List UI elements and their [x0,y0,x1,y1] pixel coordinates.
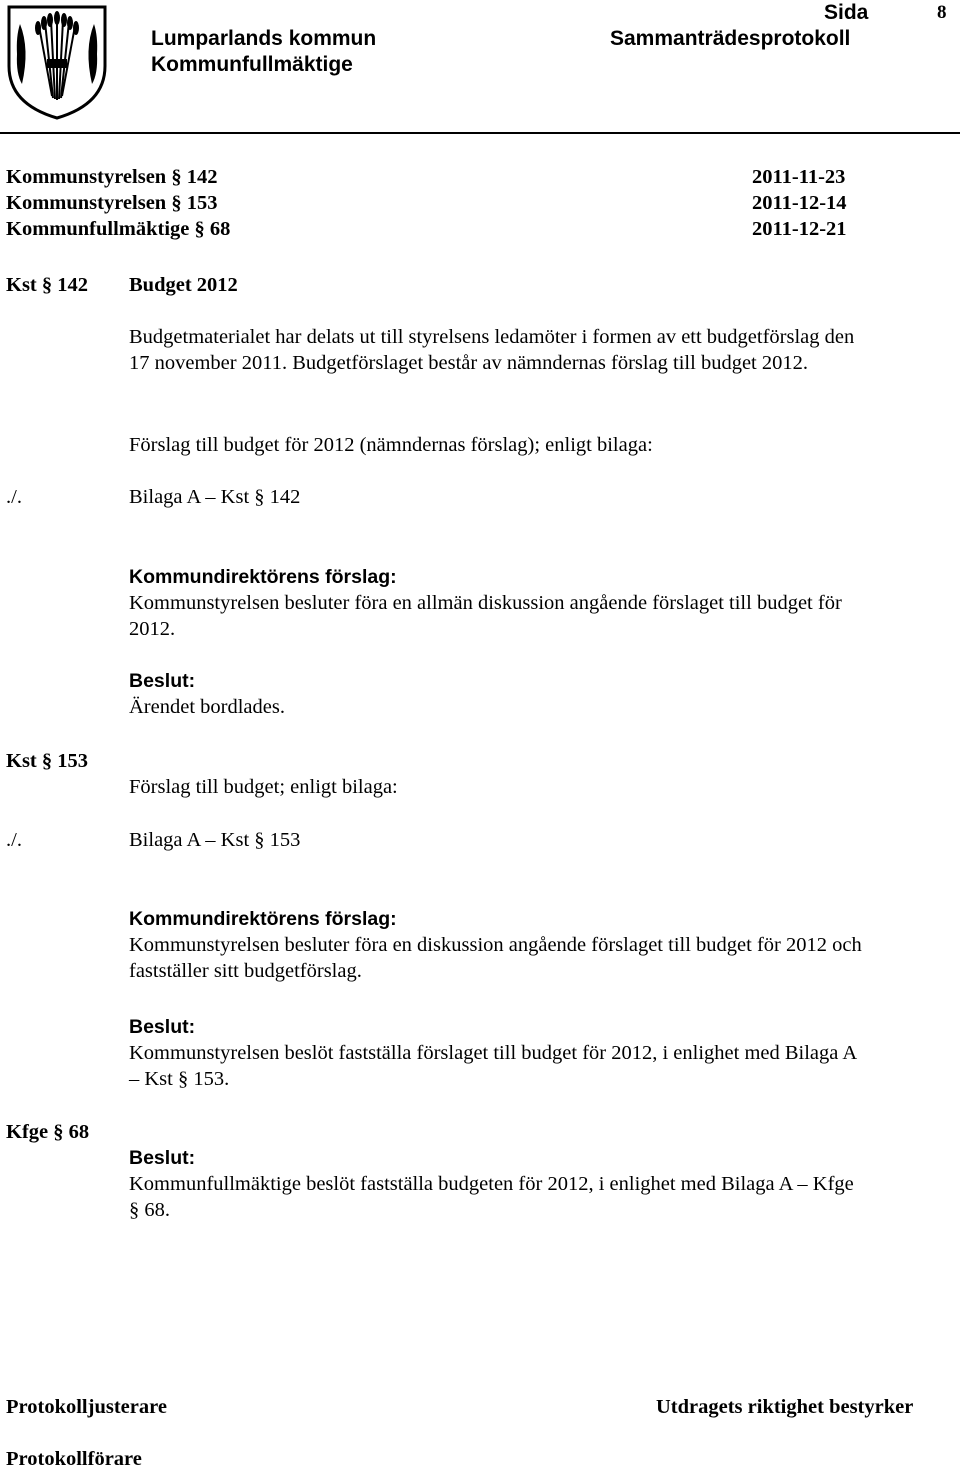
page-number: 8 [937,2,947,23]
attachment-reference: Bilaga A – Kst § 153 [129,829,301,851]
proposal-intro: Förslag till budget; enligt bilaga: [129,776,398,798]
municipality-name: Lumparlands kommun [151,27,377,50]
director-proposal-heading: Kommundirektörens förslag: [129,908,397,930]
intro-text: 17 november 2011. Budgetförslaget består av nämndernas förslag till budget 2012. [129,352,808,374]
meeting-date: 2011-11-23 [752,166,846,188]
meeting-name: Kommunstyrelsen § 142 [6,166,218,188]
meeting-date: 2011-12-21 [752,218,847,240]
decision-text: Ärendet bordlades. [129,696,285,718]
decision-text: § 68. [129,1199,170,1221]
proposal-intro: Förslag till budget för 2012 (nämndernas förslag); enligt bilaga: [129,434,653,456]
section-label-kfge-68: Kfge § 68 [6,1121,90,1143]
page-label: Sida [824,1,869,24]
director-proposal-text: 2012. [129,618,176,640]
decision-text: Kommunfullmäktige beslöt fastställa budgeten för 2012, i enlighet med Bilaga A – Kfge [129,1173,854,1195]
protocol-keeper-label: Protokollförare [6,1448,142,1470]
meeting-name: Kommunstyrelsen § 153 [6,192,218,214]
header-divider [0,132,960,134]
decision-text: – Kst § 153. [129,1068,230,1090]
document-type: Sammanträdesprotokoll [610,27,851,50]
decision-heading: Beslut: [129,670,196,692]
attachment-mark: ./. [6,829,22,851]
decision-text: Kommunstyrelsen beslöt fastställa förslaget till budget för 2012, i enlighet med Bilaga A [129,1042,858,1064]
section-label-kst-153: Kst § 153 [6,750,88,772]
section-title: Budget 2012 [129,274,238,296]
decision-heading: Beslut: [129,1016,196,1038]
section-label-kst-142: Kst § 142 [6,274,88,296]
attachment-mark: ./. [6,486,22,508]
council-name: Kommunfullmäktige [151,53,353,76]
director-proposal-text: Kommunstyrelsen besluter föra en allmän diskussion angående förslaget till budget för [129,592,842,614]
certification-label: Utdragets riktighet bestyrker [656,1396,914,1418]
municipal-coat-of-arms-logo [6,4,108,121]
meeting-name: Kommunfullmäktige § 68 [6,218,231,240]
protocol-adjuster-label: Protokolljusterare [6,1396,167,1418]
meeting-date: 2011-12-14 [752,192,847,214]
attachment-reference: Bilaga A – Kst § 142 [129,486,301,508]
director-proposal-text: Kommunstyrelsen besluter föra en diskussion angående förslaget till budget för 2012 och [129,934,862,956]
director-proposal-text: fastställer sitt budgetförslag. [129,960,362,982]
director-proposal-heading: Kommundirektörens förslag: [129,566,397,588]
intro-text: Budgetmaterialet har delats ut till styrelsens ledamöter i formen av ett budgetförslag den [129,326,855,348]
decision-heading: Beslut: [129,1147,196,1169]
